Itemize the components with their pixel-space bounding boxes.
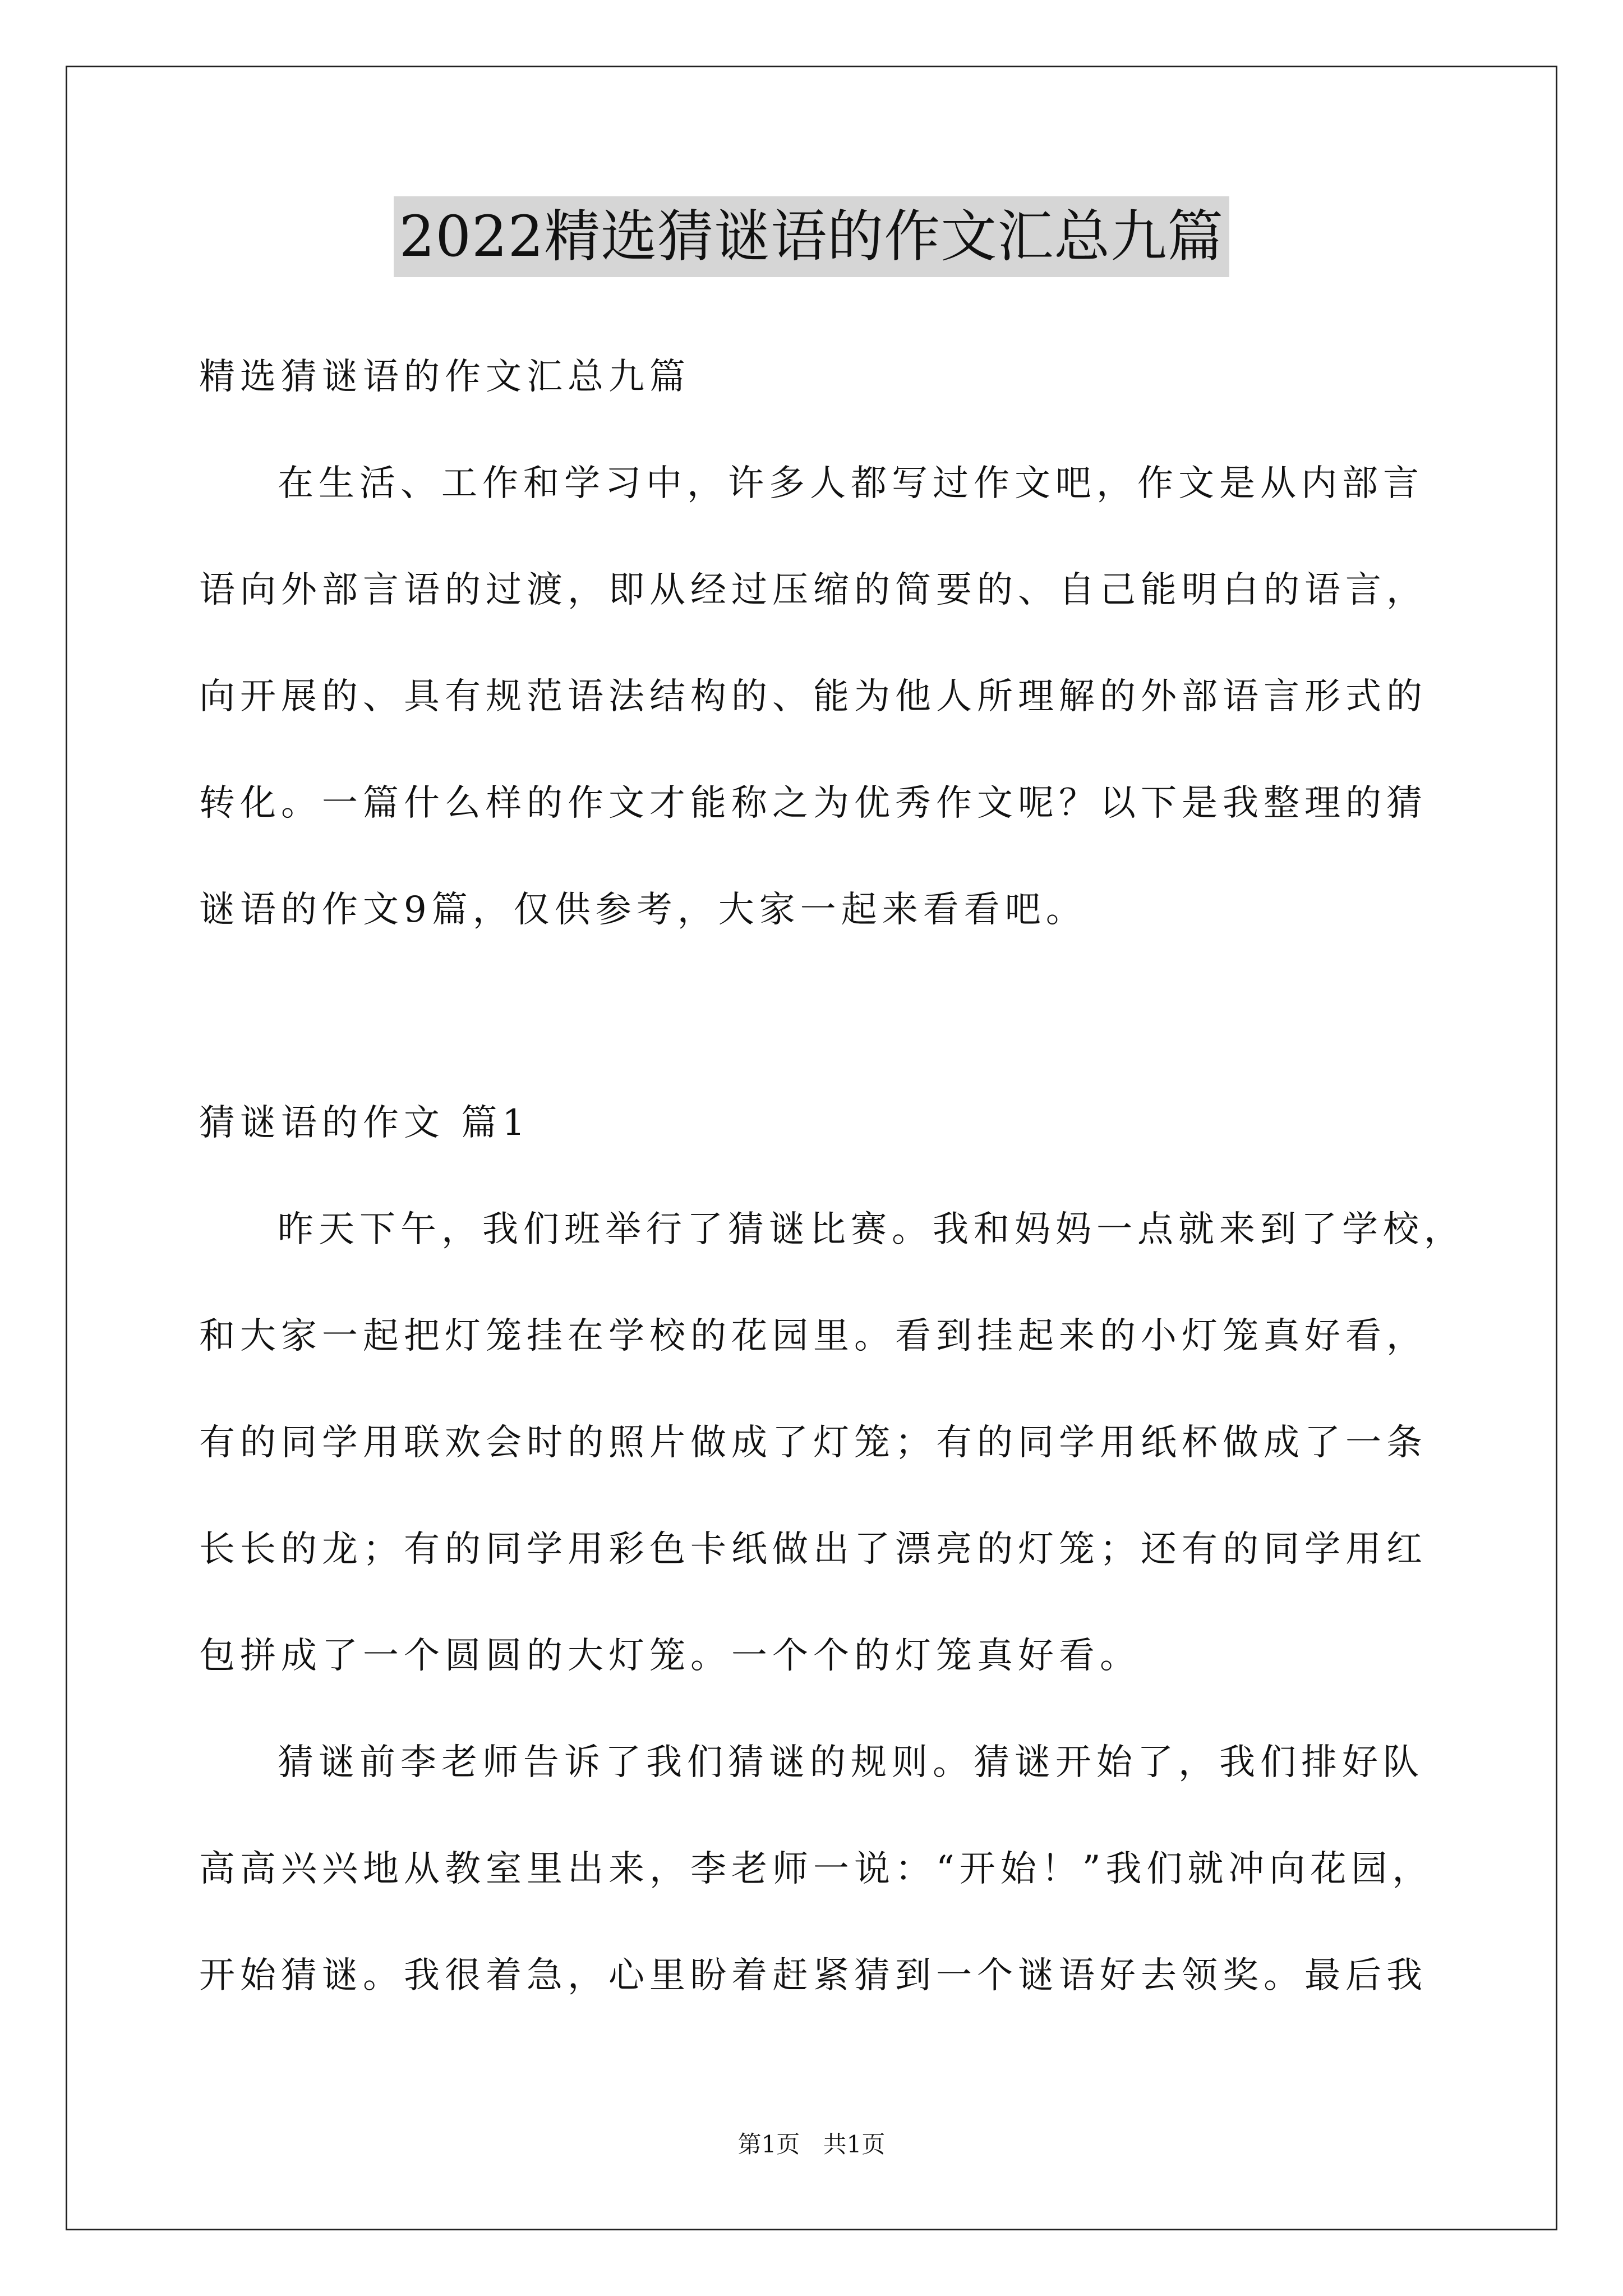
paragraph-line: 和大家一起把灯笼挂在学校的花园里。看到挂起来的小灯笼真好看， [199, 1315, 1427, 1357]
page-footer [0, 2129, 1623, 2160]
document-title: 2022精选猜谜语的作文汇总九篇 [394, 196, 1230, 277]
paragraph-line: 高高兴兴地从教室里出来，李老师一说：“开始！”我们就冲向花园， [199, 1848, 1433, 1890]
page-number-total: 共1页 [823, 2131, 886, 2158]
paragraph-line: 昨天下午，我们班举行了猜谜比赛。我和妈妈一点就来到了学校， [278, 1209, 1465, 1250]
intro-line: 谜语的作文9篇，仅供参考，大家一起来看看吧。 [199, 889, 1087, 931]
intro-line: 语向外部言语的过渡，即从经过压缩的简要的、自己能明白的语言， [199, 569, 1427, 611]
title-container [0, 196, 1623, 277]
page-number-current: 第1页 [737, 2131, 800, 2158]
intro-line: 转化。一篇什么样的作文才能称之为优秀作文呢？以下是我整理的猜 [199, 783, 1427, 824]
document-subtitle: 精选猜谜语的作文汇总九篇 [199, 356, 690, 398]
paragraph-line: 包拼成了一个圆圆的大灯笼。一个个的灯笼真好看。 [199, 1635, 1141, 1677]
paragraph-line: 开始猜谜。我很着急，心里盼着赶紧猜到一个谜语好去领奖。最后我 [199, 1955, 1427, 1996]
paragraph-line: 长长的龙；有的同学用彩色卡纸做出了漂亮的灯笼；还有的同学用红 [199, 1529, 1427, 1570]
paragraph-line: 猜谜前李老师告诉了我们猜谜的规则。猜谜开始了，我们排好队 [278, 1742, 1424, 1783]
intro-line: 向开展的、具有规范语法结构的、能为他人所理解的外部语言形式的 [199, 676, 1427, 717]
section-heading: 猜谜语的作文 篇1 [199, 1102, 531, 1144]
intro-line: 在生活、工作和学习中，许多人都写过作文吧，作文是从内部言 [278, 463, 1424, 504]
paragraph-line: 有的同学用联欢会时的照片做成了灯笼；有的同学用纸杯做成了一条 [199, 1422, 1427, 1464]
